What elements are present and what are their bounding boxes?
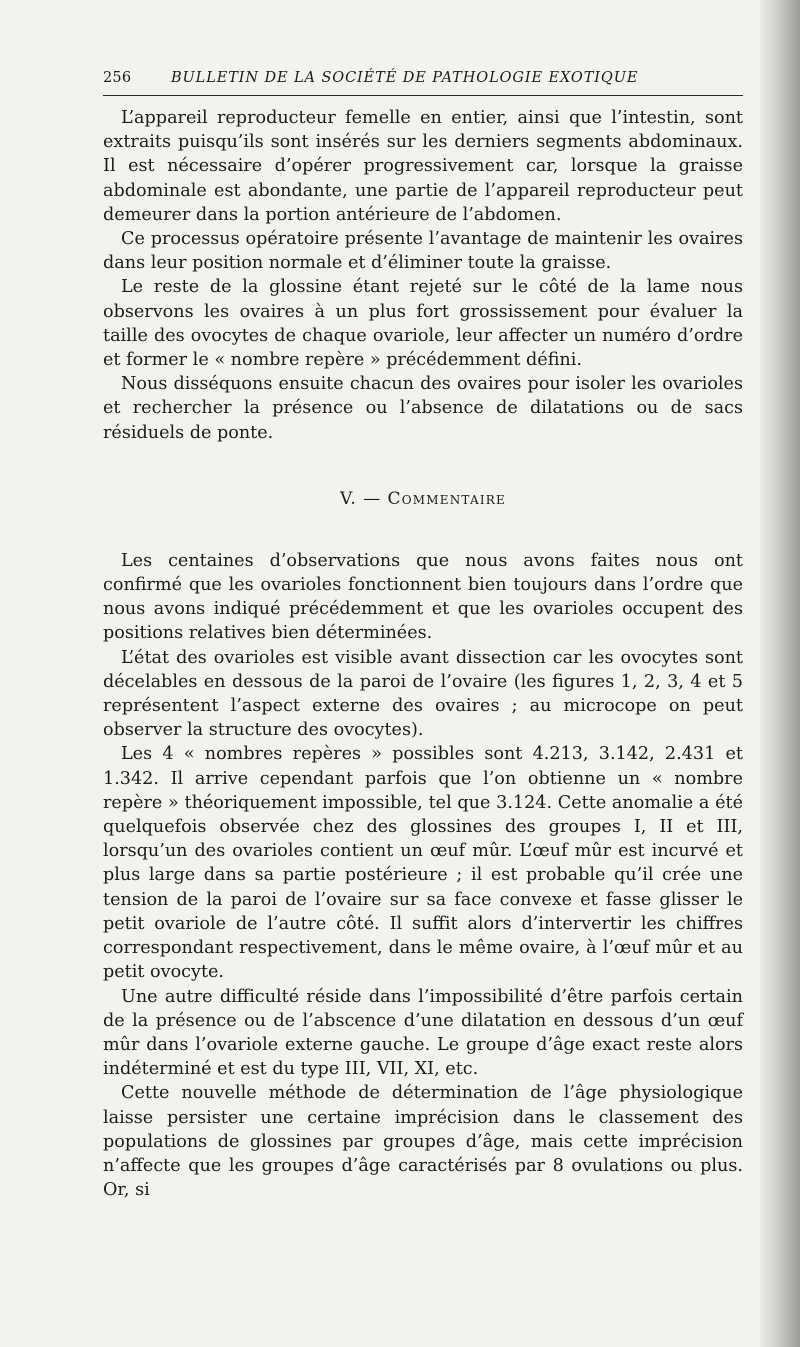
paragraph: Les centaines d’observations que nous avons faites nous ont confirmé que les ovarioles fonctionnent bien toujours dans l’ordre que nous avons indiqué précédemment et que les ovarioles occupent des positions relatives bien déterminées. (103, 550, 743, 644)
paragraph: Cette nouvelle méthode de détermination de l’âge physiologique laisse persister une certaine imprécision dans le classement des populations de glossines par groupes d’âge, mais cette imprécision n’affecte que les groupes d’âge caractérisés par 8 ovulations ou plus. Or, si (103, 1083, 743, 1201)
paragraph: Ce processus opératoire présente l’avantage de maintenir les ovaires dans leur position normale et d’éliminer toute la graisse. (103, 229, 743, 274)
paragraph: Le reste de la glossine étant rejeté sur le côté de la lame nous observons les ovaires à un plus fort grossissement pour évaluer la taille des ovocytes de chaque ovariole, leur affecter un numéro d’ordre et former le « nombre repère » précédemment défini. (103, 277, 743, 371)
section-heading (103, 489, 743, 509)
paragraph: L’appareil reproducteur femelle en entier, ainsi que l’intestin, sont extraits puisqu’ils sont insérés sur les derniers segments abdominaux. Il est nécessaire d’opérer progressivement car, lorsque la graisse abdominale est abondante, une partie de l’appareil reproducteur peut demeurer dans la portion antérieure de l’abdomen. (103, 108, 743, 225)
paragraph: Les 4 « nombres repères » possibles sont 4.213, 3.142, 2.431 et 1.342. Il arrive cependant parfois que l’on obtienne un « nombre repère » théoriquement impossible, tel que 3.124. Cette anomalie a été quelquefois observée chez des glossines des groupes I, II et III, lorsqu’un des ovarioles contient un œuf mûr. L’œuf mûr est incurvé et plus large dans sa partie postérieure ; il est probable qu’il crée une tension de la paroi de l’ovaire sur sa face convexe et fasse glisser le petit ovariole de l’autre côté. Il suffit alors d’intervertir les chiffres correspondant respectivement, dans le même ovaire, à l’œuf mûr et au petit ovocyte. (103, 744, 743, 983)
section-numeral: V. — (340, 488, 382, 509)
running-header (103, 70, 743, 96)
paragraph: Une autre difficulté réside dans l’impossibilité d’être parfois certain de la présence ou de l’abscence d’une dilatation en dessous d’un œuf mûr dans l’ovariole externe gauche. Le groupe d’âge exact reste alors indéterminé et est du type III, VII, XI, etc. (103, 986, 743, 1080)
scan-page-edge (760, 0, 800, 1347)
section-title: Commentaire (387, 488, 506, 509)
body-text-before-section (103, 106, 743, 445)
body-text-after-section (103, 549, 743, 1202)
page-content (103, 70, 743, 1202)
paragraph: Nous disséquons ensuite chacun des ovaires pour isoler les ovarioles et rechercher la présence ou l’absence de dilatations ou de sacs résiduels de ponte. (103, 374, 743, 443)
page-number: 256 (103, 70, 132, 86)
paragraph: L’état des ovarioles est visible avant dissection car les ovocytes sont décelables en dessous de la paroi de l’ovaire (les figures 1, 2, 3, 4 et 5 représentent l’aspect externe des ovaires ; au microcope on peut observer la structure des ovocytes). (103, 647, 743, 741)
journal-title: BULLETIN DE LA SOCIÉTÉ DE PATHOLOGIE EXOTIQUE (171, 70, 639, 86)
